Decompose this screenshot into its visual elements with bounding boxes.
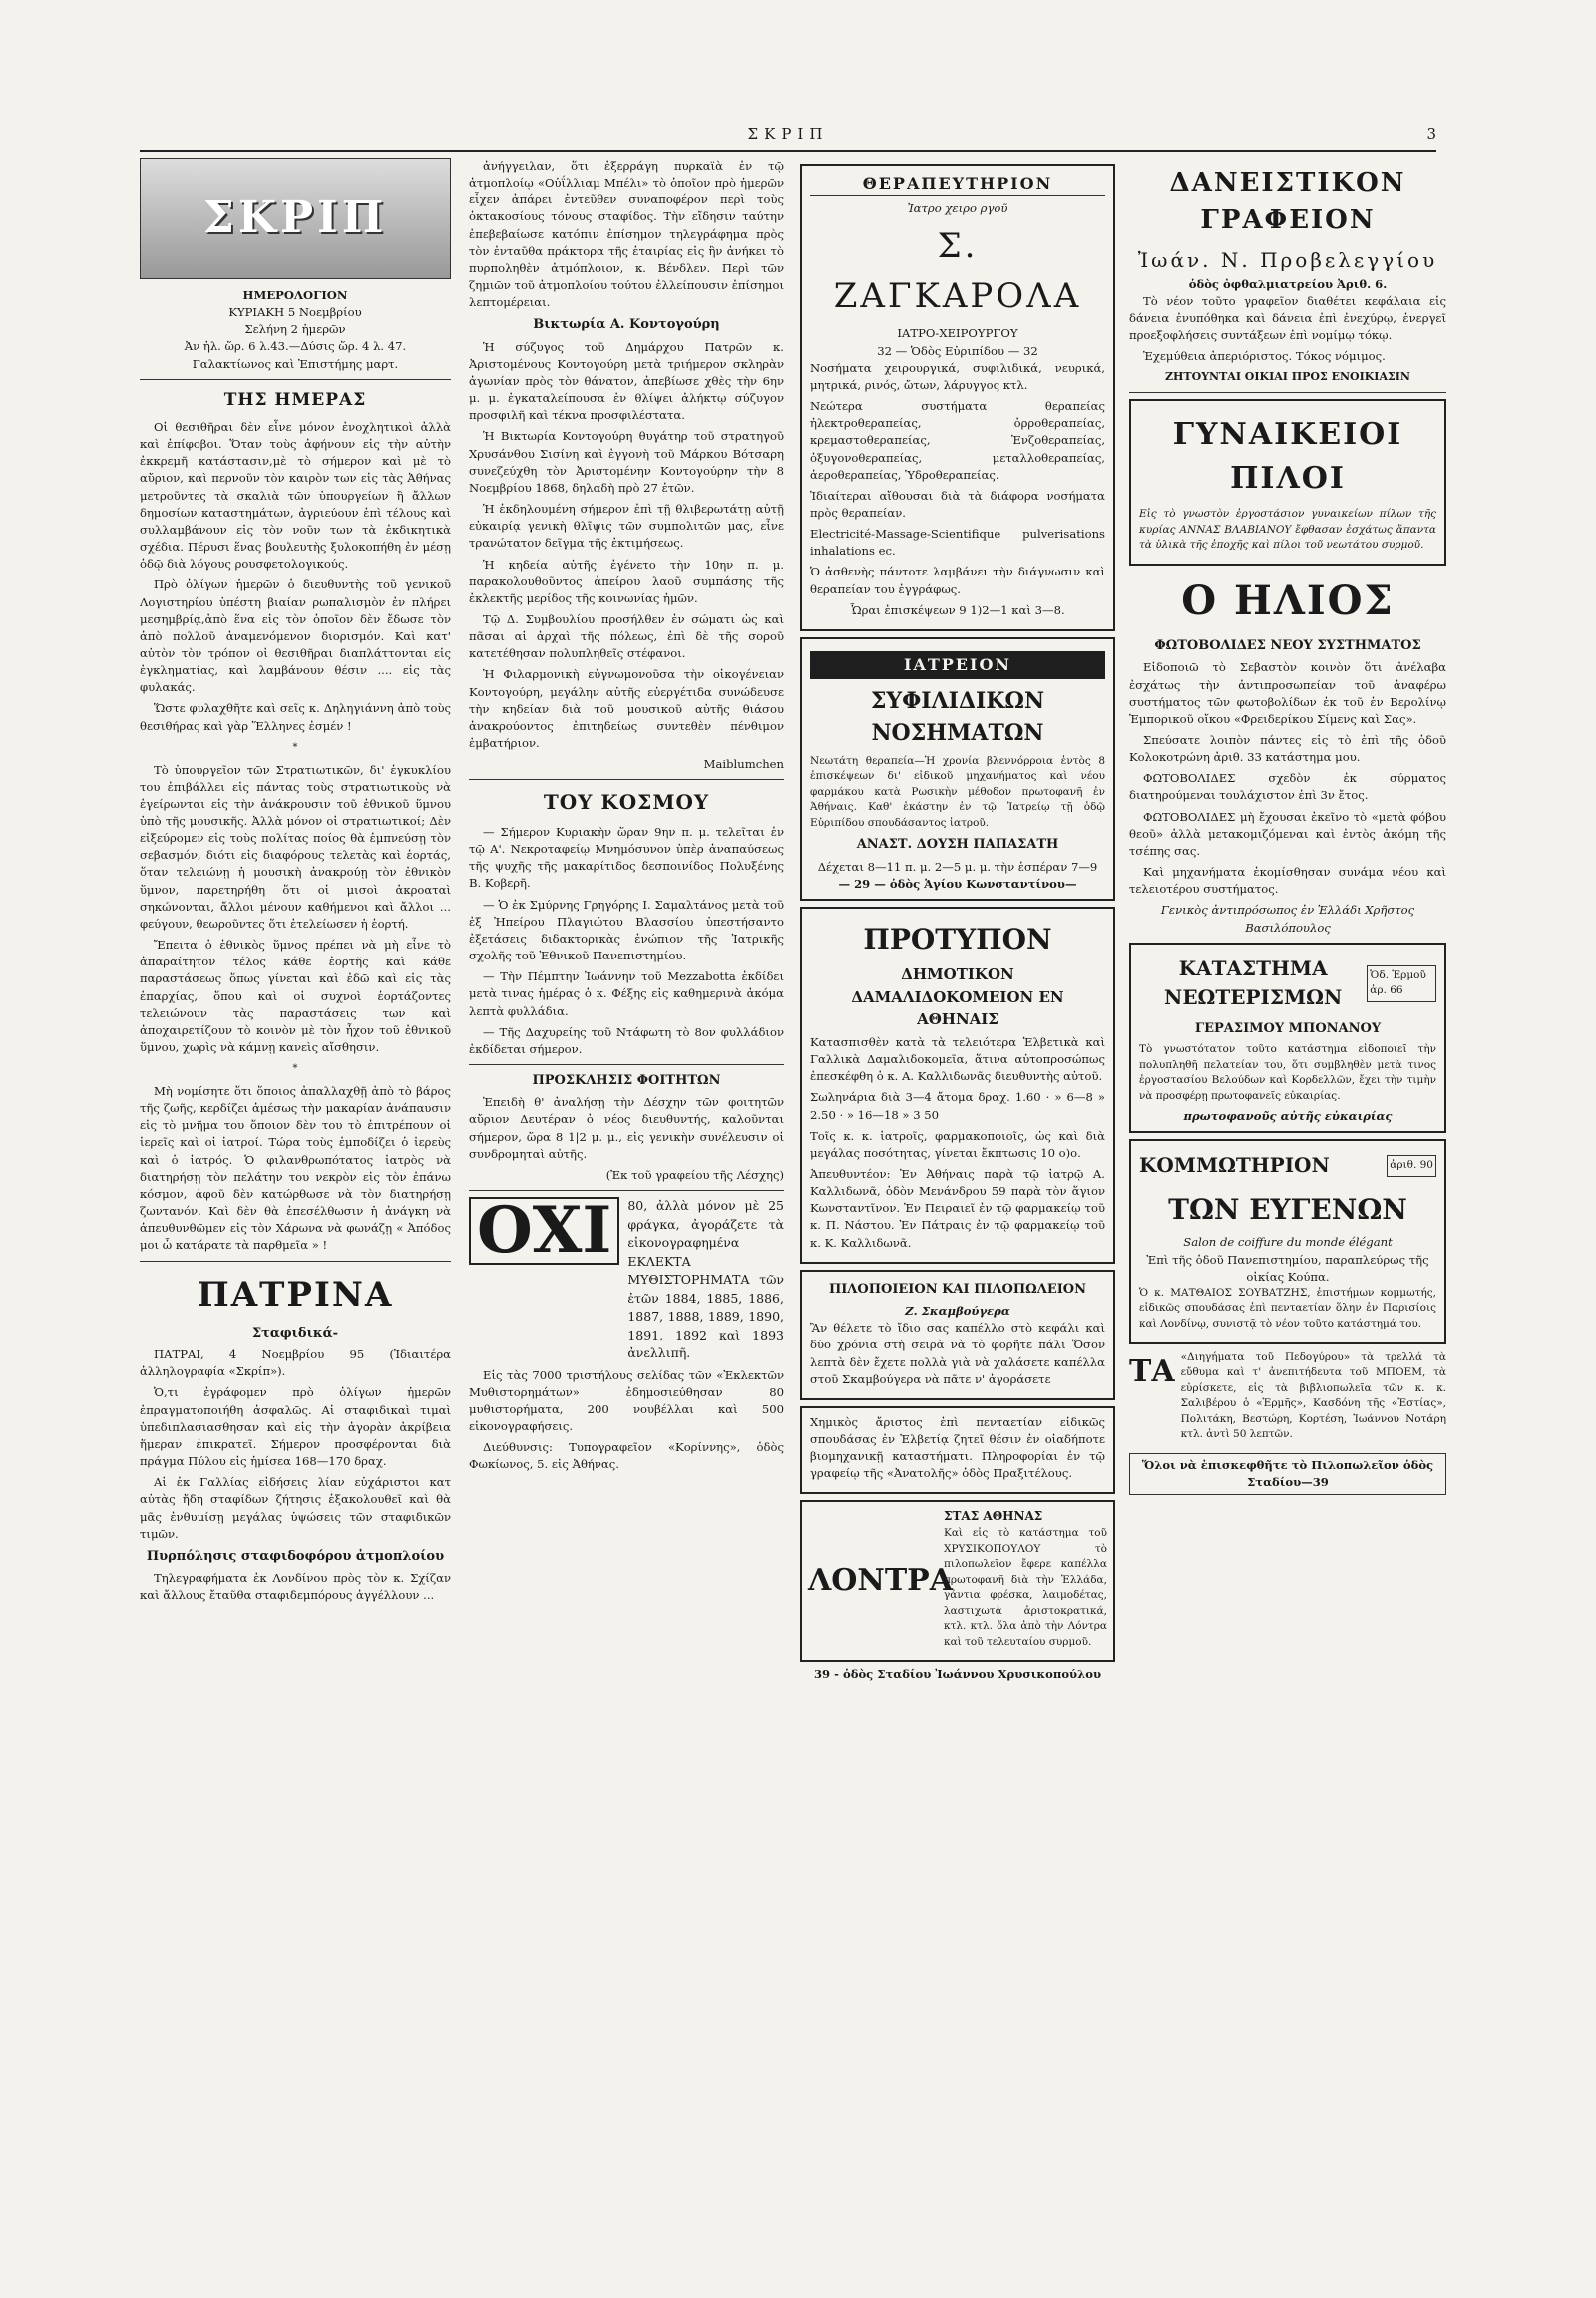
londra-footer: 39 - ὁδὸς Σταδίου Ἰωάννου Χρυσικοπούλου xyxy=(813,1667,1102,1682)
article-paragraph: Εἰς τὰς 7000 τριστήλους σελίδας τῶν «Ἐκλεκτῶν Μυθιστορημάτων» ἐδημοσιεύθησαν 80 μυθιστορήματα, 200 νουβέλλαι καὶ 500 εἰκονογραφήσεις. xyxy=(469,1367,784,1433)
clinic-paragraph: Electricité-Massage-Scientifique pulverisations inhalations ec. xyxy=(810,527,1105,559)
article-paragraph: Ἡ Βικτωρία Κοντογούρη θυγάτηρ τοῦ στρατηγοῦ Χρυσάνθου Σισίνη καὶ ἐγγονὴ τοῦ Μάρκου Βότσαρη συνεζεύχθη τὸν Ἀριστομένην Κοντογούρην τὴν 8 Νοεμβρίου 1868, δηλαδὴ πρὸ 27 ἐτῶν. xyxy=(469,429,784,495)
helios-subtitle: ΦΩΤΟΒΟΛΙΔΕΣ ΝΕΟΥ ΣΥΣΤΗΜΑΤΟΣ xyxy=(1154,638,1421,654)
novelties-title: ΚΑΤΑΣΤΗΜΑ ΝΕΩΤΕΡΙΣΜΩΝ xyxy=(1164,956,1343,1010)
page-header xyxy=(140,125,1436,147)
divider xyxy=(469,1190,784,1191)
divider xyxy=(469,779,784,780)
header-rule xyxy=(140,150,1436,152)
hairdresser-bigtitle: ΤΩΝ ΕΥΓΕΝΩΝ xyxy=(1168,1193,1407,1227)
loan-office-name: Ἰωάν. Ν. Προβελεγγίου xyxy=(1137,247,1438,272)
stories-ta: ΤΑ xyxy=(1129,1353,1175,1389)
column-1 xyxy=(140,158,451,1608)
hat-shop-advert xyxy=(800,1270,1115,1400)
syphilis-label: ΙΑΤΡΕΙΟΝ xyxy=(810,651,1105,679)
article-paragraph: Ἡ ἐκδηλουμένη σήμερον ἐπὶ τῇ θλιβερωτάτῃ αὐτῇ εὐκαιρίᾳ γενικὴ θλῖψις τῶν συμπολιτῶν μας, εἶνε τρανώτατον δεῖγμα τῆς ἐκτιμήσεως. xyxy=(469,502,784,551)
vaccine-subtitle: ΔΗΜΟΤΙΚΟΝ ΔΑΜΑΛΙΔΟΚΟΜΕΙΟΝ ΕΝ ΑΘΗΝΑΙΣ xyxy=(851,965,1064,1028)
column-3 xyxy=(800,158,1115,1684)
article-paragraph: Διεύθυνσις: Τυπογραφεῖον «Κορίννης», ὁδὸς Φωκίωνος, 5. εἰς Ἀθήνας. xyxy=(469,1440,784,1472)
masthead-text: ΣΚΡΙΠ xyxy=(202,192,388,244)
ladies-hats-advert xyxy=(1129,399,1446,566)
helios-paragraph: Καὶ μηχανήματα ἐκομίσθησαν συνάμα νέου καὶ τελειοτέρου συστήματος. xyxy=(1129,865,1446,897)
hairdresser-number: ἀριθ. 90 xyxy=(1387,1155,1436,1177)
article-paragraph: Ἡ σύζυγος τοῦ Δημάρχου Πατρῶν κ. Ἀριστομένους Κοντογούρη μετὰ τριήμερον σκληρὰν ἀγωνίαν πρὸς τὸν θάνατον, ἀπεβίωσε χθὲς τὴν 6ην μ. μ. ἐγκαταλείπουσα ἐν θλίψει ἀλήκτῳ σύζυγον προσφιλῆ καὶ τέκνα προσφιλέστατα. xyxy=(469,339,784,423)
hat-shop-title: ΠΙΛΟΠΟΙΕΙΟΝ ΚΑΙ ΠΙΛΟΠΩΛΕΙΟΝ xyxy=(828,1281,1087,1297)
separator-star: * xyxy=(292,741,298,753)
loan-office-title: ΔΑΝΕΙΣΤΙΚΟΝ ΓΡΑΦΕΙΟΝ xyxy=(1169,168,1406,236)
article-paragraph: Μὴ νομίσητε ὅτι ὅποιος ἀπαλλαχθῇ ἀπὸ τὸ βάρος τῆς ζωῆς, κερδίζει ἀμέσως τὴν μακαρίαν ἀνάπαυσιν εἰς τὸ μνῆμα του ὅποιον δὲν του τὸ ἐπιτρέπουν οἱ ἱερεῖς καὶ οἱ ἰατροί. Τώρα τοὺς ἐμποδίζει ὁ ἰερεὺς καὶ ὁ ἰατρός. Ὁ φιλανθρωπότατος ἰατρὸς νὰ διατηρήσῃ τὸν πελάτην του νεκρὸν εἰς τὸν ἐπάνω κόσμον, ἀφοῦ δὲν κατώρθωσε νὰ τὸν διατηρήσῃ ζωντανόν. Καὶ δὲν θὰ ἐπεσέλθωσιν ἡ ἀνάγκη νὰ ἀπευθυνθῶμεν εἰς τὸν Χάρωνα νὰ φωνάζῃ « Ἀπόδος μοι ὦ κατάρατε τὰ παρθμεῖα » ! xyxy=(140,1084,451,1253)
clinic-role: ΙΑΤΡΟ-ΧΕΙΡΟΥΡΓΟΥ xyxy=(897,326,1018,341)
syphilis-address: — 29 — ὁδὸς Ἁγίου Κωνσταντίνου— xyxy=(838,876,1077,891)
vaccine-paragraph: Ἀπευθυντέον: Ἐν Ἀθήναις παρὰ τῷ ἰατρῷ Α. Καλλιδωνᾶ, ὁδὸν Μενάνδρου 59 παρὰ τὸν ἅγιον Κωνσταντῖνον. Ἐν Πειραιεῖ ἐν τῷ φαρμακείῳ τοῦ κ. Π. Νάστου. Ἐν Πάτραις ἐν τῷ φαρμακείῳ τοῦ κ. Κ. Καλλιδωνᾶ. xyxy=(810,1167,1105,1250)
vaccine-paragraph: Τοῖς κ. κ. ἰατροῖς, φαρμακοποιοῖς, ὡς καὶ διὰ μεγάλας ποσότητας, γίνεται ἔκπτωσις 10 ο)ο. xyxy=(810,1128,1105,1160)
article-paragraph: Τηλεγραφήματα ἐκ Λονδίνου πρὸς τὸν κ. Σχίζαν καὶ ἄλλους ἔταῦθα σταφιδεμπόρους ἀγγέλλουν ... xyxy=(140,1571,451,1603)
hairdresser-advert xyxy=(1129,1139,1446,1343)
novelties-owner: ΓΕΡΑΣΙΜΟΥ ΜΠΟΝΑΝΟΥ xyxy=(1194,1020,1382,1036)
hairdresser-french: Salon de coiffure du monde élégant xyxy=(1183,1235,1393,1250)
londra-subtitle: ΣΤΑΣ ΑΘΗΝΑΣ xyxy=(944,1509,1043,1524)
article-paragraph: Αἱ ἐκ Γαλλίας εἰδήσεις λίαν εὐχάριστοι κατ αὐτὰς ἤδη σταφίδων ζήτησις ἐξακολουθεῖ καὶ θὰ μᾶς ἐνθυμίσῃ μεγάλας ὑψώσεις τῶν σταφιδικῶν τιμῶν. xyxy=(140,1475,451,1541)
divider xyxy=(1129,392,1446,393)
patrina-subtitle-2: Πυρπόλησις σταφιδοφόρου ἀτμοπλοίου xyxy=(146,1548,445,1564)
clinic-paragraph: Νεώτερα συστήματα θεραπείας ἠλεκτροθεραπείας, ὀρροθεραπείας, κρεμαστοθεραπείας, Ἐνζοθεραπείας, ὀξυγονοθεραπείας, μεταλλοθεραπείας, ἀεροθεραπείας, Ὑδροθεραπείας. xyxy=(810,399,1105,482)
article-paragraph: Ἐπειδὴ θ' ἀναλήσῃ τὴν Δέσχην τῶν φοιτητῶν αὔριον Δευτέραν ὁ νέος διευθυντής, καλοῦνται σήμερον, ὥρα 8 1|2 μ. μ., εἰς γενικὴν συνέλευσιν οἱ συνδρομηταὶ αὐτῆς. xyxy=(469,1095,784,1161)
article-paragraph: — Ὁ ἐκ Σμύρνης Γρηγόρης Ι. Σαμαλτάνος μετὰ τοῦ ἐξ Ἠπείρου Πλαγιώτου Βλασσίου ὑπεστήσαντο ἐξετάσεις διδακτορικὰς ἐνώπιον τῆς Ἰατρικῆς σχολῆς τοῦ Ἐθνικοῦ Πανεπιστημίου. xyxy=(469,897,784,963)
article-paragraph: Ἔπειτα ὁ ἐθνικὸς ὕμνος πρέπει νὰ μὴ εἶνε τὸ ἀπαραίτητον τέλος κάθε ἑορτῆς καὶ κάθε παραστάσεως ὅπως γίνεται καὶ ἐδῶ καὶ εἰς τὰς ἐπαρχίας, ὅπου καὶ οἱ συχνοὶ ἑορτάζοντες τελειώνουν τὰς παραστάσεις των καὶ ἀποχαιρετίζουν τὸ κοινὸν μὲ τὸν ἦχον τοῦ ἐθνικοῦ ὕμνου, χωρὶς νὰ κάμνῃ κανεὶς αἴσθησιν. xyxy=(140,938,451,1055)
chemist-advert xyxy=(800,1406,1115,1495)
calendar-line: ΚΥΡΙΑΚΗ 5 Νοεμβρίου xyxy=(228,305,362,320)
patrina-title: ΠΑΤΡΙΝΑ xyxy=(197,1274,394,1315)
hat-shop-name: Ζ. Σκαμβούγερα xyxy=(905,1304,1010,1319)
loan-paragraph: Τὸ νέον τοῦτο γραφεῖον διαθέτει κεφάλαια εἰς δάνεια ἐνυπόθηκα καὶ δάνεια ἐπὶ ἐνεχύρῳ, ἐνεργεῖ προεξοφλήσεις συντάξεων ἐπὶ νομίμῳ τόκῳ. xyxy=(1129,293,1446,342)
article-paragraph: ΠΑΤΡΑΙ, 4 Νοεμβρίου 95 (Ἰδιαιτέρα ἀλληλογραφία «Σκρίπ»). xyxy=(140,1347,451,1379)
article-paragraph: Τὸ ὑπουργεῖον τῶν Στρατιωτικῶν, δι' ἐγκυκλίου του ἐπιβάλλει εἰς πάντας τοὺς στρατιωτικοὺς νὰ ἐγείρωνται εἰς τὴν ἀνάκρουσιν τοῦ ἐθνικοῦ ὕμνου ὑπὸ τῆς μουσικῆς. Ἀλλὰ μόνον οἱ στρατιωτικοί; Δὲν εἰξεύρομεν εἰς τοὺς πολίτας ποίος θὰ ἐμπνεύσῃ τὸν σεβασμόν, διότι εἰς διαφόρους τελετὰς καὶ ἑορτάς, ὅταν τελειώνῃ ἡ μουσικὴ ἀνακρούῃ τὸν ἐθνικὸν ὕμνον, παρετηρήθη ὅτι οἱ μισοὶ ἀκροαταὶ σηκώνονται, ἄλλοι μένουν καθήμενοι καὶ ἄλλοι ... φεύγουν, θεωροῦντες ὅτι ἐτελείωσεν ἡ ἑορτή. xyxy=(140,762,451,931)
masthead-image xyxy=(140,158,451,279)
syphilis-clinic-advert xyxy=(800,637,1115,901)
article-paragraph: ἀνήγγειλαν, ὅτι ἐξερράγη πυρκαϊὰ ἐν τῷ ἀτμοπλοίῳ «Οὐΐλλιαμ Μπέλι» τὸ ὁποῖον πρὸ ἡμερῶν εἶχεν ἀπάρει ἐντεῦθεν συναποφέρον περὶ τοὺς ὀκτακοσίους τόνους σταφίδος. Τὴν εἴδησιν ταύτην ἐπεβεβαίωσε κατόπιν ἐπίσημον τηλεγράφημα πρὸς τὸν ἐνταῦθα πράκτορα τῆς ἑταιρίας εἰς ἣν ἀνήκει τὸ πυρποληθὲν ἀτμόπλοιον, κ. Βένδλεν. Περὶ τῶν ζημιῶν τοῦ ἀτμοπλοίου τούτου ἐλλείπουσιν ἐπίσημοι λεπτομέρειαι. xyxy=(469,159,784,310)
clinic-paragraph: Ἰδιαίτεραι αἴθουσαι διὰ τὰ διάφορα νοσήματα πρὸς θεραπείαν. xyxy=(810,488,1105,521)
clinic-title: ΘΕΡΑΠΕΥΤΗΡΙΟΝ xyxy=(810,172,1105,196)
calendar-line: Ἀν ἡλ. ὥρ. 6 λ.43.—Δύσις ὥρ. 4 λ. 47. xyxy=(184,339,407,354)
novelties-text: Τὸ γνωστότατον τοῦτο κατάστημα εἰδοποιεῖ τὴν πολυπληθῆ πελατείαν του, ὅτι συμβληθὲν μετὰ τινος ἐργοστασίου Βελούδων καὶ Κορδελλῶν, ἔχει τὴν τιμὴν νὰ προσφέρῃ πρωτοφανεῖς εὐκαιρίας. xyxy=(1139,1043,1436,1102)
novelties-address: Ὁδ. Ἑρμοῦ ἀρ. 66 xyxy=(1367,965,1436,1002)
page-number: 3 xyxy=(1426,125,1436,143)
loan-paragraph: Ἐχεμύθεια ἀπεριόριστος. Τόκος νόμιμος. xyxy=(1143,349,1386,364)
helios-signature: Γενικὸς ἀντιπρόσωπος ἐν Ἑλλάδι Χρῆστος Βασιλόπουλος xyxy=(1160,903,1415,935)
clinic-subtitle: Ἰατρο χειρο ργοῦ xyxy=(907,200,1008,215)
helios-paragraph: Εἰδοποιῶ τὸ Σεβαστὸν κοινὸν ὅτι ἀνέλαβα ἐσχάτως τὴν ἀντιπροσωπείαν τοῦ ἀναφέρω συστήματος τῶν φωτοβολίδων ἐκ τοῦ ἐν Βερολίνῳ Ἐμπορικοῦ οἴκου «Φρειδερίκου Σίμενς καὶ Σας». xyxy=(1129,660,1446,726)
clinic-doctor-name: Σ. ΖΑΓΚΑΡΟΛΑ xyxy=(833,225,1082,317)
clinic-paragraph: Ὁ ἀσθενὴς πάντοτε λαμβάνει τὴν διάγνωσιν καὶ θεραπείαν του ἐγγράφως. xyxy=(810,565,1105,596)
helios-paragraph: ΦΩΤΟΒΟΛΙΔΕΣ σχεδὸν ἐκ σύρματος διατηρούμεναι τουλάχιστον ἐπὶ 3ν ἔτος. xyxy=(1129,771,1446,803)
divider xyxy=(469,1064,784,1065)
patrina-subtitle: Σταφιδικά- xyxy=(251,1325,339,1340)
ladies-hats-text: Εἰς τὸ γνωστὸν ἐργοστάσιον γυναικείων πίλων τῆς κυρίας ΑΝΝΑΣ ΒΛΑΒΙΑΝΟΥ ἔφθασαν ἐσχάτως ἅπαντα τὰ ὑλικὰ τῆς ἐποχῆς καὶ πίλοι τοῦ νεωτάτου συρμοῦ. xyxy=(1139,508,1436,552)
hat-shop-footer: Ὅλοι νὰ ἐπισκεφθῆτε τὸ Πιλοπωλεῖον ὁδὸς Σταδίου—39 xyxy=(1129,1453,1446,1495)
hairdresser-text: Ὁ κ. ΜΑΤΘΑΙΟΣ ΣΟΥΒΑΤΖΗΣ, ἐπιστήμων κομμωτής, εἰδικῶς σπουδάσας ἐπὶ πενταετίαν ὅλην ἐν Παρισίοις καὶ Λονδίνῳ, συνιστᾷ τὸ νέον τοῦτο κατάστημά του. xyxy=(1139,1286,1436,1330)
section-title: ΤΟΥ ΚΟΣΜΟΥ xyxy=(543,790,710,815)
divider xyxy=(140,1261,451,1262)
helios-paragraph: ΦΩΤΟΒΟΛΙΔΕΣ μὴ ἔχουσαι ἐκεῖνο τὸ «μετὰ φόβου θεοῦ» ἀλλὰ μετακομιζόμεναι καὶ ἐντὸς ἀκόμη τῆς τσέπης σας. xyxy=(1129,809,1446,858)
helios-paragraph: Σπεύσατε λοιπὸν πάντες εἰς τὸ ἐπὶ τῆς ὁδοῦ Κολοκοτρώνη ἀριθ. 33 κατάστημα μου. xyxy=(1129,733,1446,765)
obituary-signature: Maiblumchen xyxy=(703,757,784,772)
clinic-advert xyxy=(800,164,1115,631)
article-paragraph: Οἱ θεσιθῆραι δὲν εἶνε μόνον ἐνοχλητικοὶ ἀλλὰ καὶ ἐπίφοβοι. Ὅταν τοὺς ἀφήνουν εἰς τὴν αὐτὴν ἐκκρεμῆ κατάστασιν,μὲ τὸ σήμερον καὶ μὲ τὸ αὔριον, καὶ περνοῦν τὸν καιρὸν των εἰς τὰς Ἀθήνας μετροῦντες τὰ σκαλιὰ τῶν ὑπουργείων ἢ ἄλλων δημοσίων καταστημάτων, ἀγριεύουν ἐπὶ τέλους καὶ συλλαμβάνουν εἰς τὸν νοῦν των τὰ ἐκδικητικὰ σχέδια. Πέρυσι ἕνας βουλευτὴς ξυλοκοπήθη ἐν μέσῃ ὁδῷ διὰ λόγους ρουσφετολογικούς. xyxy=(140,419,451,572)
calendar-line: Σελήνη 2 ἡμερῶν xyxy=(244,322,346,337)
vaccine-paragraph: Σωληνάρια διὰ 3—4 ἄτομα δραχ. 1.60 · » 6—8 » 2.50 · » 16—18 » 3 50 xyxy=(810,1090,1105,1122)
column-4 xyxy=(1129,158,1446,1495)
calendar-line: Γαλακτίωνος καὶ Ἐπιστήμης μαρτ. xyxy=(192,356,399,371)
article-paragraph: — Σήμερον Κυριακὴν ὥραν 9ην π. μ. τελεῖται ἐν τῷ Α'. Νεκροταφείῳ Μνημόσυνον ὑπὲρ ἀναπαύσεως τῆς ψυχῆς τῆς μακαρίτιδος δεσποινίδος Πολυξένης Β. Κοβερῆ. xyxy=(469,824,784,891)
section-title: ΤΗΣ ΗΜΕΡΑΣ xyxy=(223,389,367,410)
hat-shop-text: Ἂν θέλετε τὸ ἴδιο σας καπέλλο στὸ κεφάλι καὶ δύο χρόνια στὴ σειρὰ νὰ τὸ φορῆτε πάλι Ὅσον λεπτὰ δὲν ἔχετε πολλὰ γιὰ νὰ χαλάσετε καπέλλα στοῦ Σκαμβούγερα νὰ πᾶτε ν' ἀγοράσετε xyxy=(810,1321,1105,1386)
article-paragraph: Ὥστε φυλαχθῆτε καὶ σεῖς κ. Δηληγιάννη ἀπὸ τοὺς θεσιθήρας καὶ γὰρ Ἕλληνες ἐσμέν ! xyxy=(140,701,451,733)
ladies-hats-title: ΓΥΝΑΙΚΕΙΟΙ ΠΙΛΟΙ xyxy=(1172,416,1403,496)
loan-office-address: ὁδὸς ὀφθαλμιατρείου Ἀριθ. 6. xyxy=(1188,276,1388,291)
vaccine-title: ΠΡΟΤΥΠΟΝ xyxy=(863,922,1052,956)
clinic-address: 32 — Ὁδὸς Εὐριπίδου — 32 xyxy=(877,343,1038,358)
vaccine-paragraph: Κατασπισθὲν κατὰ τὰ τελειότερα Ἑλβετικὰ καὶ Γαλλικὰ Δαμαλιδοκομεῖα, ἅτινα αὐτοπροσώπως ἐπεσκέφθη ὁ κ. Α. Καλλιδωνᾶς διευθυντὴς αὐτοῦ. xyxy=(810,1034,1105,1084)
article-paragraph: Τῷ Δ. Συμβουλίου προσήλθεν ἐν σώματι ὡς καὶ πᾶσαι αἱ ἀρχαὶ τῆς πόλεως, ἐπὶ δὲ τῆς σοροῦ κατετέθησαν πολυπληθεῖς στέφανοι. xyxy=(469,611,784,661)
article-paragraph: Ὁ,τι ἐγράφομεν πρὸ ὀλίγων ἡμερῶν ἐπραγματοποιήθη ἀσφαλῶς. Αἱ σταφιδικαὶ τιμαὶ ὑπεδιπλασιασθησαν καὶ εἰς τὴν ἀγορὰν ἀκρίβεια ἥμεραν ἐπικρατεῖ. Σήμερον προσφέρονται διὰ πράγμα Πύλου εἰς ἡμίσεα 168—170 δραχ. xyxy=(140,1385,451,1469)
londra-text: Καὶ εἰς τὸ κατάστημα τοῦ ΧΡΥΣΙΚΟΠΟΥΛΟΥ τὸ πιλοπωλεῖον ἔφερε καπέλλα πρωτοφανῆ διὰ τὴν Ἑλλάδα, γάντια φρέσκα, λαιμοδέτας, λαστιχωτὰ ἀριστοκρατικά, κτλ. κτλ. ὅλα ἀπὸ τὴν Λόντρα καὶ τοῦ τελευταίου συρμοῦ. xyxy=(944,1527,1107,1648)
helios-title: Ο ΗΛΙΟΣ xyxy=(1181,576,1395,624)
syphilis-title: ΣΥΦΙΛΙΔΙΚΩΝ ΝΟΣΗΜΑΤΩΝ xyxy=(870,687,1045,747)
calendar-title: ΗΜΕΡΟΛΟΓΙΟΝ xyxy=(242,288,348,302)
newspaper-name: ΣΚΡΙΠ xyxy=(747,125,829,143)
novels-advert xyxy=(469,1193,784,1367)
londra-advert xyxy=(800,1500,1115,1662)
novelties-footer: πρωτοφανοῦς αὐτῆς εὐκαιρίας xyxy=(1183,1109,1393,1124)
novelties-store-advert xyxy=(1129,943,1446,1134)
vaccine-advert xyxy=(800,907,1115,1264)
article-paragraph: Πρὸ ὀλίγων ἡμερῶν ὁ διευθυντὴς τοῦ γενικοῦ Λογιστηρίου ὑπέστη βιαίαν ρωπαλισμὸν ἐν πλήρει μεσημβρίᾳ,ἀπὸ ἕνα εἰς τὸν ὁποῖον δὲν ἔδωσε τὸν ἀπὸ πολλοῦ ἀναμενόμενον διορισμόν. Καὶ κατ' αὐτὸν τὸν τρόπον οἱ θεσιθῆραι διαπλάττονται εἰς ἐγκληματίας, καὶ λαμβάνουν θέσιν .... εἰς τὰς φυλακάς. xyxy=(140,577,451,695)
article-paragraph: Ἡ κηδεία αὐτῆς ἐγένετο τὴν 10ην π. μ. παρακολουθοῦντος ἀπείρου λαοῦ συμπάσης τῆς ἐκλεκτῆς μερίδος τῆς κοινωνίας ἡμῶν. xyxy=(469,557,784,605)
stories-text: «Διηγήματα τοῦ Πεδογύρου» τὰ τρελλά τὰ εὔθυμα καὶ τ' ἀνεπιτήδευτα τοῦ ΜΠΟΕΜ, τὰ εὑρίσκετε, εἰς τὰ βιβλιοπωλεῖα τῶν κ. κ. Σαλιβέρου ὁ «Ἑρμῆς», Κασδόνη τῆς «Ἑστίας», Πολιτάκη, Βεστώρη, Κορτέση, Ἰωάννου Νοτάρη κτλ. ἀντὶ 50 λεπτῶν. xyxy=(1180,1350,1446,1441)
syphilis-doctor: ΑΝΑΣΤ. ΔΟΥΣΗ ΠΑΠΑΣΑΤΗ xyxy=(856,837,1059,853)
article-paragraph: — Τῆς Δαχυρείης τοῦ Ντάφωτη τὸ 8ον φυλλάδιον ἐκδίδεται σήμερον. xyxy=(469,1024,784,1056)
stories-advert xyxy=(1129,1350,1446,1447)
syphilis-hours: Δέχεται 8—11 π. μ. 2—5 μ. μ. τὴν ἑσπέραν 7—9 xyxy=(817,859,1098,874)
hairdresser-address: Ἐπὶ τῆς ὁδοῦ Πανεπιστημίου, παραπλεύρως τῆς οἰκίας Κούπα. xyxy=(1146,1252,1429,1284)
article-paragraph: Ἡ Φιλαρμονικὴ εὐγνωμονοῦσα τὴν οἰκογένειαν Κοντογούρη, μεγάλην αὐτῆς εὐεργέτιδα συνώδευσε τὴν κηδείαν διὰ τοῦ μουσικοῦ αὐτῆς θιάσου ἀνακρούοντος ἐπιτηδείως συντεθὲν πένθιμον ἐμβατήριον. xyxy=(469,667,784,751)
article-paragraph: — Τὴν Πέμπτην Ἰωάννην τοῦ Mezzabotta ἐκδίδει μετὰ τινας ἡμέρας ὁ κ. Φέξης εἰς καθημερινὰ ἀκόμα λεπτὰ φυλλάδια. xyxy=(469,969,784,1018)
separator-star: * xyxy=(292,1063,298,1075)
obituary-title: Βικτωρία Α. Κοντογούρη xyxy=(533,317,720,333)
oxi-word: ΟΧΙ xyxy=(469,1197,619,1265)
loan-footer: ΖΗΤΟΥΝΤΑΙ ΟΙΚΙΑΙ ΠΡΟΣ ΕΝΟΙΚΙΑΣΙΝ xyxy=(1165,370,1410,384)
syphilis-text: Νεωτάτη θεραπεία—Ἡ χρονία βλεννόρροια ἐντὸς 8 ἐπισκέψεων δι' εἰδικοῦ μηχανήματος καὶ νέου φαρμάκου κατὰ Ρωσικὴν μέθοδον πρωτοφανῆ ἐν Ἀθήναις. Καθ' ἑκάστην ἐν τῷ Ἰατρείῳ τῇ ὁδῷ Εὐριπίδου σπουδάσαντος ἰατροῦ. xyxy=(810,754,1105,829)
clinic-hours: Ὧραι ἐπισκέψεων 9 1)2—1 καὶ 3—8. xyxy=(850,602,1065,617)
clinic-paragraph: Νοσήματα χειρουργικά, συφιλιδικά, νευρικά, μητρικά, ρινός, ὤτων, λάρυγγος κτλ. xyxy=(810,360,1105,392)
chemist-text: Χημικὸς ἄριστος ἐπὶ πενταετίαν εἰδικῶς σπουδάσας ἐν Ἑλβετίᾳ ζητεῖ θέσιν ἐν οἰαδήποτε βιομηχανικῇ καταστήματι. Πληροφορίαι ἐν τῷ γραφείῳ τῆς «Ἀνατολῆς» ὁδὸς Πραξιτέλους. xyxy=(810,1414,1105,1481)
students-title: ΠΡΟΣΚΛΗΣΙΣ ΦΟΙΤΗΤΩΝ xyxy=(532,1073,721,1089)
column-2 xyxy=(469,158,784,1477)
students-signature: (Ἐκ τοῦ γραφείου τῆς Λέσχης) xyxy=(605,1167,784,1182)
divider xyxy=(140,379,451,380)
hairdresser-title: ΚΟΜΜΩΤΗΡΙΟΝ xyxy=(1139,1153,1330,1178)
novels-advert-text: 80, ἀλλὰ μόνον μὲ 25 φράγκα, ἀγοράζετε τὰ εἰκονογραφημένα ΕΚΛΕΚΤΑ ΜΥΘΙΣΤΟΡΗΜΑΤΑ τῶν ἐτῶν 1884, 1885, 1886, 1887, 1888, 1889, 1890, 1891, 1892 καὶ 1893 ἀνελλιπῆ. xyxy=(627,1198,784,1361)
londra-word: ΛΟΝΤΡΑ xyxy=(808,1563,953,1599)
